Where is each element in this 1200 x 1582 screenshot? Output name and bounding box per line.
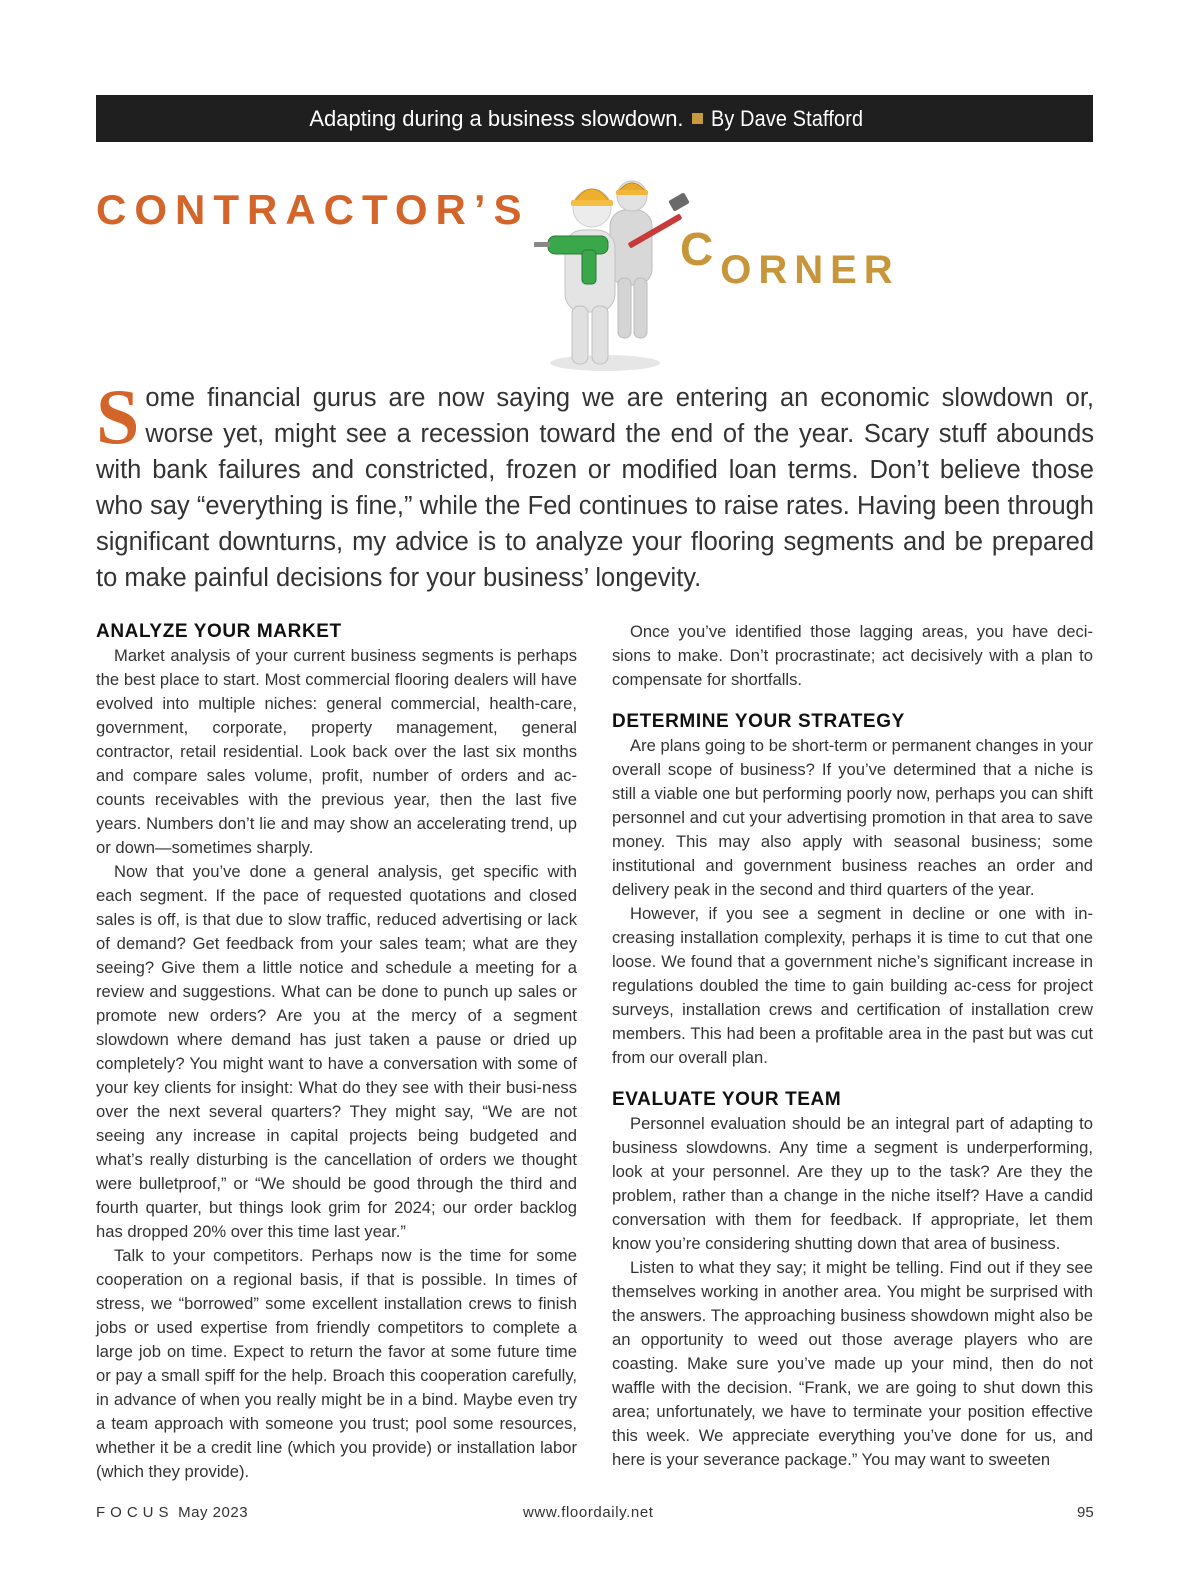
title-contractors: CONTRACTOR’S	[96, 186, 530, 233]
right-column	[612, 620, 1093, 1472]
team-paragraph-1: Personnel evaluation should be an integral part of adapting to business slowdowns. Any time a segment is underperforming, look at your personnel. Are they up to the task? Are they the problem, rather than a change in the niche itself? Have a candid conversation with them for feedback. If appropriate, let them know you’re considering shutting down that area of business.	[612, 1114, 1093, 1253]
title-corner-rest: ORNER	[720, 248, 900, 292]
analyze-paragraph-3: Talk to your competitors. Perhaps now is the time for some cooperation on a regional basis, if that is possible. In times of stress, we “borrowed” some excellent installation crews to finish jobs or used expertise from friendly competitors to complete a large job on time. Expect to return the favor at some future time or pay a small spiff for the help. Broach this cooperation carefully, in advance of when you really might be in a bind. Maybe even try a team approach with someone you trust; pool some resources, whether it be a credit line (which you provide) or installation labor (which they provide).	[96, 1246, 577, 1481]
title-corner	[680, 223, 900, 294]
heading-analyze-market: ANALYZE YOUR MARKET	[96, 621, 342, 642]
intro-text: ome financial gurus are now saying we are entering an economic slowdown or, worse yet, might see a recession toward the end of the year. Scary stuff abounds with bank failures and constricted, frozen or modified loan terms. Don’t believe those who say “everything is fine,” while the Fed continues to raise rates. Having been through significant downturns, my advice is to analyze your flooring segments and be prepared to make painful decisions for your business’ longevity.	[96, 384, 1094, 592]
publication-name: FOCUS	[96, 1504, 174, 1521]
strategy-paragraph-1: Are plans going to be short-term or permanent changes in your overall scope of business? If you’ve determined that a niche is still a viable one but performing poorly now, perhaps you can shift personnel and cut your advertising promotion in that area to save money. This may also apply with seasonal business; some institutional and government business reaches an order and delivery peak in the second and third quarters of the year.	[612, 736, 1093, 899]
analyze-paragraph-2: Now that you’ve done a general analysis, get specific with each segment. If the pace of requested quotations and closed sales is off, is that due to slow traffic, reduced advertising or lack of demand? Get feedback from your sales team; what are they seeing? Give them a little notice and schedule a meeting for a review and suggestions. What can be done to punch up sales or promote new orders? Are you at the mercy of a segment slowdown where demand has just taken a pause or dried up completely? You might want to have a conversation with some of your key clients for insight: What do they see with their busi-ness over the next several quarters? They might say, “We are not seeing any increase in capital projects being budgeted and what’s really disturbing is the cancellation of orders we thought were bulletproof,” or “We should be good through the third and fourth quarter, but things look grim for 2024; our order backlog has dropped 20% over this time last year.”	[96, 862, 577, 1241]
header-banner	[96, 95, 1093, 142]
title-corner-initial: C	[680, 223, 721, 275]
analyze-paragraph-1: Market analysis of your current business segments is perhaps the best place to start. Most commercial flooring dealers will have evolved into multiple niches: general commercial, health-care, government, corporate, property management, general contractor, retail residential. Look back over the last six months and compare sales volume, profit, number of orders and ac-counts receivables with the previous year, then the last five years. Numbers don’t lie and may show an accelerating trend, up or down—sometimes sharply.	[96, 646, 577, 857]
article-subtitle: Adapting during a business slowdown.	[309, 105, 684, 131]
heading-evaluate-team: EVALUATE YOUR TEAM	[612, 1089, 842, 1110]
team-paragraph-2: Listen to what they say; it might be telling. Find out if they see themselves working in another area. You might be surprised with the answers. The approaching business showdown might also be an opportunity to weed out those average players who are coasting. Make sure you’ve made up your mind, then do not waffle with the decision. “Frank, we are going to shut down this area; unfortunately, we have to terminate your position effective this week. We appreciate everything you’ve done for us, and here is your severance package.” You may want to sweeten	[612, 1258, 1093, 1469]
left-column	[96, 620, 577, 1484]
intro-paragraph	[96, 373, 1094, 596]
analyze-paragraph-4: Once you’ve identified those lagging areas, you have deci-sions to make. Don’t procrastinate; act decisively with a plan to compensate for shortfalls.	[612, 622, 1093, 689]
strategy-paragraph-2: However, if you see a segment in decline or one with in-creasing installation complexity, perhaps it is time to cut that one loose. We found that a government niche’s significant increase in regulations doubled the time to gain building ac-cess for project surveys, installation crews and certification of installation crew members. This had been a profitable area in the past but was cut from our overall plan.	[612, 904, 1093, 1067]
drop-cap: S	[96, 373, 140, 460]
issue-date: May 2023	[178, 1504, 249, 1521]
byline: By Dave Stafford	[710, 105, 863, 131]
heading-determine-strategy: DETERMINE YOUR STRATEGY	[612, 711, 905, 732]
footer-url[interactable]: www.floordaily.net	[523, 1504, 654, 1521]
square-bullet-icon	[692, 113, 703, 124]
footer-publication	[96, 1504, 248, 1521]
page-number: 95	[1077, 1504, 1094, 1521]
